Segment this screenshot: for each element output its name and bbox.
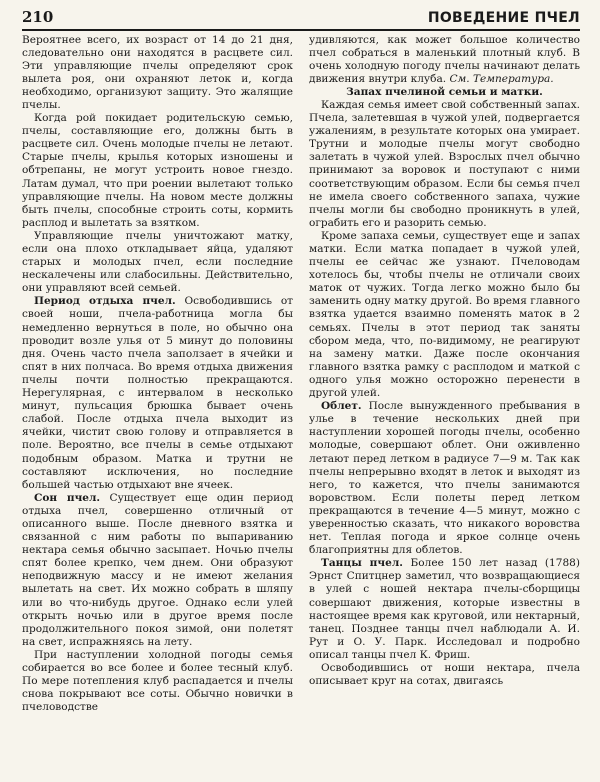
- running-title: ПОВЕДЕНИЕ ПЧЕЛ: [427, 10, 580, 26]
- paragraph: Каждая семья имеет свой собственный запах. Пчела, залетевшая в чужой улей, подвергается ужалениям, в результате которых она умирает. Трутни и молодые пчелы могут свободно залетать в чужой улей. Взрослых пчел обычно принимают за воровок и поступают с ними соответствующим образом. Если бы семья пчел не имела своего собственного запаха, чужие пчелы могли бы свободно проникнуть в улей, ограбить его и разорить семью.: [309, 98, 580, 229]
- paragraph: Когда рой покидает родительскую семью, пчелы, составляющие его, должны быть в расцвете сил. Очень молодые пчелы не летают. Старые пчелы, крылья которых изношены и обтрепаны, не могут устроить новое гнездо. Латам думал, что при роении вылетают только управляющие пчелы. На новом месте должны быть пчелы, способные строить соты, кормить расплод и вылетать за взятком.: [22, 112, 293, 229]
- header-rule: [22, 29, 580, 31]
- section-heading: Облет.: [321, 400, 362, 413]
- section-heading: Период отдыха пчел.: [34, 295, 176, 308]
- paragraph: Кроме запаха семьи, существует еще и запах матки. Если матка попадает в чужой улей, пчелы ее сейчас же узнают. Пчеловодам хотелось бы, чтобы пчелы не отличали своих маток от чужих. Тогда легко можно было бы заменить одну матку другой. Во время главного взятка удается взаимно поменять маток в 2 семьях. Пчелы в этот период так заняты сбором меда, что, по-видимому, не реагируют на замену матки. Даже после окончания главного взятка рамку с расплодом и маткой с одного улья можно осторожно перенести в другой улей.: [309, 229, 580, 400]
- section-heading: Запах пчелиной семьи и матки.: [346, 85, 543, 98]
- paragraph: Освободившись от ноши нектара, пчела описывает круг на сотах, двигаясь: [309, 662, 580, 688]
- paragraph: Танцы пчел. Более 150 лет назад (1788) Эрнст Спитцнер заметил, что возвращающиеся в улей с ношей нектара пчелы-сборщицы совершают движения, которые известны в настоящее время как круговой, или нектарный, танец. Позднее танцы пчел наблюдали А. И. Рут и О. У. Парк. Исследовал и подробно описал танцы пчел К. Фриш.: [309, 557, 580, 661]
- paragraph: Сон пчел. Существует еще один период отдыха пчел, совершенно отличный от описанного выше. После дневного взятка и связанной с ним работы по выпариванию нектара семья обычно засыпает. Ночью пчелы спят более крепко, чем днем. Они образуют неподвижную массу и не имеют желания вылетать на свет. Их можно собрать в шляпу или во что-нибудь другое. Однако если улей открыть ночью или в другое время после продолжительного покоя зимой, они полетят на свет, испражняясь на лету.: [22, 491, 293, 648]
- paragraph: Управляющие пчелы уничтожают матку, если она плохо откладывает яйца, удаляют старых и молодых пчел, если последние нескалечены или слабосильны. Действительно, они управляют всей семьей.: [22, 229, 293, 295]
- left-column: [22, 34, 293, 774]
- paragraph: Вероятнее всего, их возраст от 14 до 21 дня, следовательно они находятся в расцвете сил. Эти управляющие пчелы определяют срок вылета роя, они охраняют леток и, когда необходимо, организуют защиту. Это жалящие пчелы.: [22, 33, 293, 111]
- paragraph: При наступлении холодной погоды семья собирается во все более и более тесный клуб. По мере потепления клуб распадается и пчелы снова покрывают все соты. Обычно новички в пчеловодстве: [22, 648, 293, 714]
- text-columns: [22, 34, 580, 774]
- paragraph: Период отдыха пчел. Освободившись от своей ноши, пчела-работница могла бы немедленно вернуться в поле, но обычно она проводит возле улья от 5 минут до половины дня. Очень часто пчела заползает в ячейки и спят в них полчаса. Во время отдыха движения пчелы почти полностью прекращаются. Нерегулярная, с интервалом в несколько минут, пульсация брюшка бывает очень слабой. После отдыха пчела выходит из ячейки, чистит свою голову и отправляется в поле. Вероятно, все пчелы в семье отдыхают подобным образом. Матка и трутни не составляют исключения, но последние большей частью отдыхают вне ячеек.: [22, 295, 293, 491]
- cross-reference: См. Температура.: [449, 72, 554, 85]
- section-heading: Сон пчел.: [34, 491, 101, 504]
- section-heading: Танцы пчел.: [321, 557, 403, 570]
- page-header: [22, 8, 580, 26]
- right-column: [309, 34, 580, 774]
- page-number: 210: [22, 8, 54, 26]
- paragraph: Облет. После вынужденного пребывания в улье в течение нескольких дней при наступлении хорошей погоды пчелы, особенно молодые, совершают облет. Они оживленно летают перед летком в радиусе 7—9 м. Так как пчелы непрерывно входят в леток и выходят из него, то кажется, что пчелы занимаются воровством. Если полеты перед летком прекращаются в течение 4—5 минут, можно с уверенностью сказать, что никакого воровства нет. Теплая погода и яркое солнце очень благоприятны для облетов.: [309, 400, 580, 557]
- paragraph: удивляются, как может большое количество пчел собраться в маленький плотный клуб. В очень холодную погоду пчелы начинают делать движения внутри клуба. См. Температура.: [309, 33, 580, 85]
